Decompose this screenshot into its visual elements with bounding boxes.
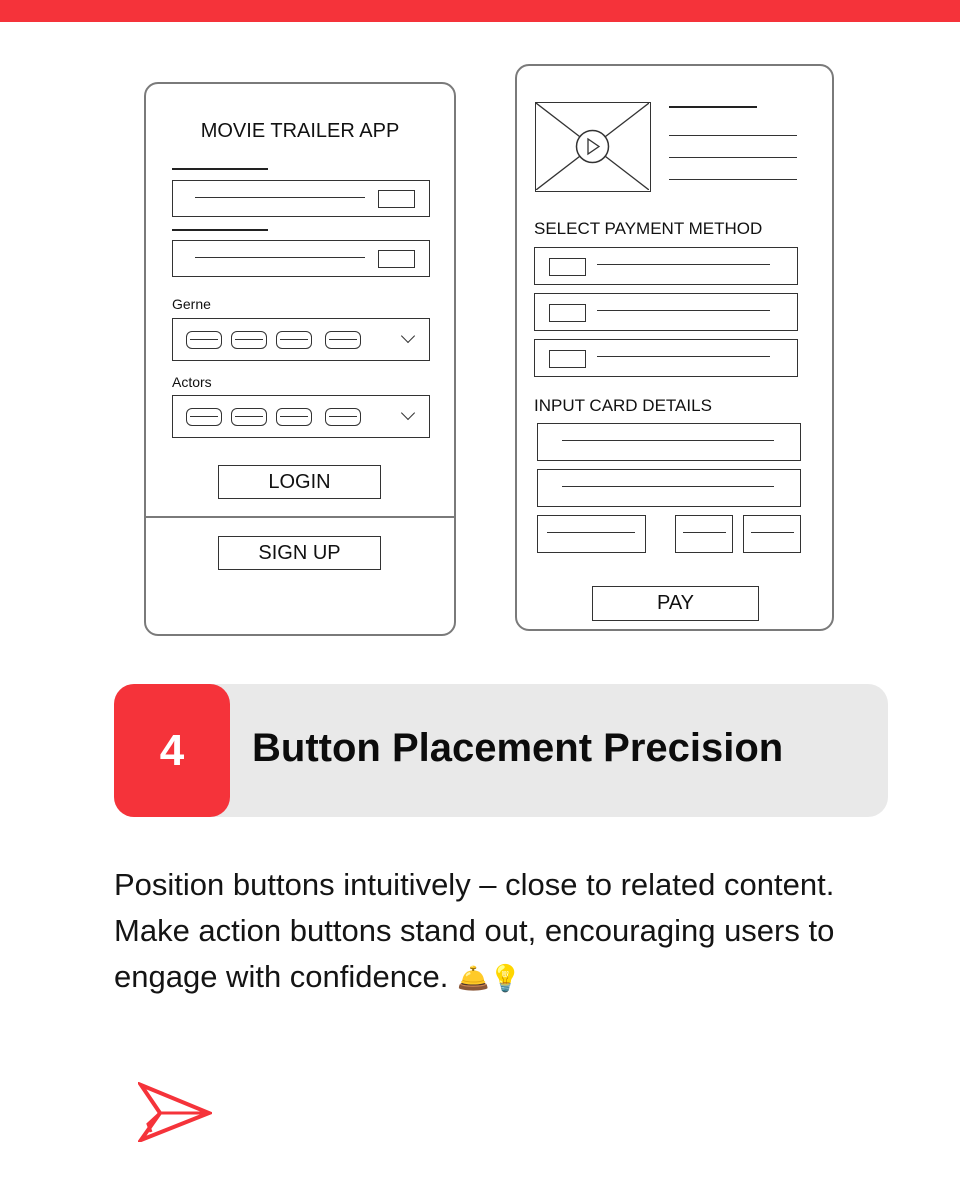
video-title-placeholder bbox=[669, 106, 757, 108]
tip-body bbox=[114, 862, 904, 1001]
tip-body-line: Position buttons intuitively – close to related content. bbox=[114, 867, 835, 902]
card-cvv-field[interactable] bbox=[743, 515, 801, 553]
card-month-field[interactable] bbox=[675, 515, 733, 553]
payment-option[interactable] bbox=[534, 293, 798, 331]
payment-wireframe-phone bbox=[515, 64, 834, 631]
bell-bulb-emoji: 🛎️💡 bbox=[456, 963, 522, 993]
tip-title: Button Placement Precision bbox=[252, 726, 784, 770]
actors-label: Actors bbox=[172, 374, 212, 390]
payment-option[interactable] bbox=[534, 339, 798, 377]
app-title: MOVIE TRAILER APP bbox=[200, 120, 400, 142]
card-number-field[interactable] bbox=[537, 423, 801, 461]
password-field[interactable] bbox=[172, 240, 430, 277]
login-wireframe-phone bbox=[144, 82, 456, 636]
login-button[interactable]: LOGIN bbox=[218, 465, 381, 499]
brand-logo-icon bbox=[138, 1082, 212, 1142]
card-details-heading: INPUT CARD DETAILS bbox=[534, 396, 712, 415]
pay-button[interactable]: PAY bbox=[592, 586, 759, 621]
genre-label: Gerne bbox=[172, 296, 211, 312]
genre-select[interactable] bbox=[172, 318, 430, 361]
tip-body-line: Make action buttons stand out, encouraging users to bbox=[114, 913, 835, 948]
divider bbox=[146, 516, 454, 518]
payment-option[interactable] bbox=[534, 247, 798, 285]
tip-number-badge: 4 bbox=[114, 684, 230, 817]
signup-button[interactable]: SIGN UP bbox=[218, 536, 381, 570]
top-accent-bar bbox=[0, 0, 960, 22]
card-expiry-field[interactable] bbox=[537, 515, 646, 553]
tip-body-line: engage with confidence. 🛎️💡 bbox=[114, 959, 522, 994]
video-text-placeholder bbox=[669, 179, 797, 180]
username-field[interactable] bbox=[172, 180, 430, 217]
video-thumbnail[interactable] bbox=[535, 102, 651, 192]
chevron-down-icon bbox=[401, 329, 415, 343]
payment-method-heading: SELECT PAYMENT METHOD bbox=[534, 219, 763, 238]
video-text-placeholder bbox=[669, 157, 797, 158]
field-label-placeholder bbox=[172, 168, 268, 170]
chevron-down-icon bbox=[401, 406, 415, 420]
actors-select[interactable] bbox=[172, 395, 430, 438]
field-label-placeholder bbox=[172, 229, 268, 231]
card-name-field[interactable] bbox=[537, 469, 801, 507]
video-text-placeholder bbox=[669, 135, 797, 136]
play-icon bbox=[536, 103, 649, 190]
